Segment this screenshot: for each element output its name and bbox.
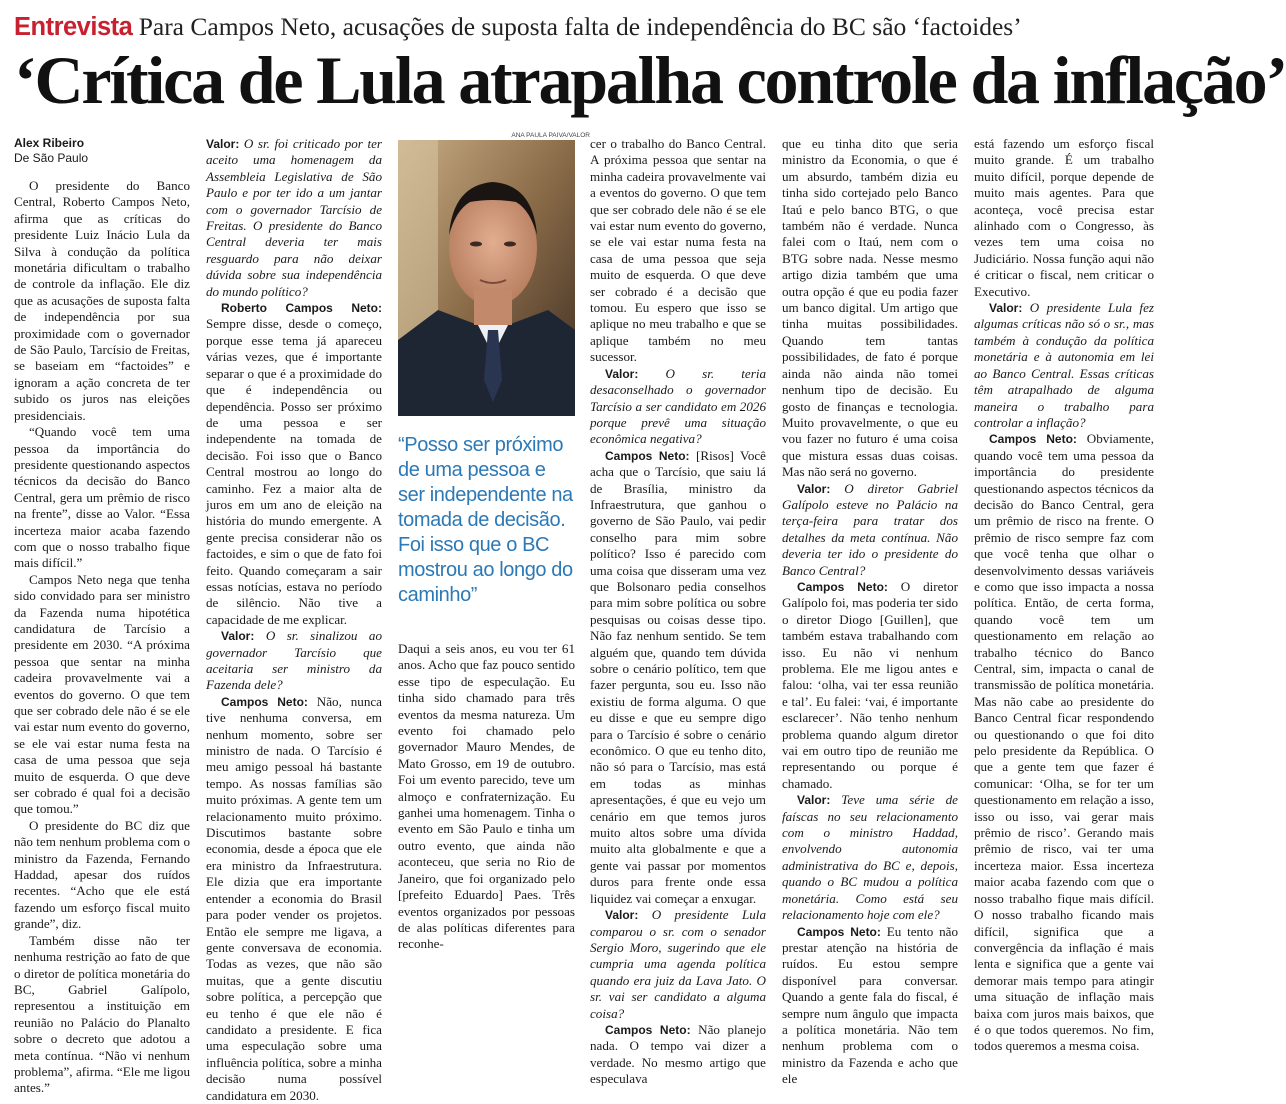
article-column-2 [206, 136, 382, 1103]
article-column-1 [14, 136, 190, 1096]
speaker-label: Campos Neto: [989, 432, 1077, 447]
paragraph: Campos Neto nega que tenha sido convidado para ser ministro da Fazenda numa hipotética candidatura de Tarcísio a presidente em 2030. “A próxima pessoa que sentar na minha cadeira provavelmente vai a eventos do governo. O que tem que ser cobrado dele não é se ele vai estar num evento do governo, se ele vai estar numa festa na casa de uma pessoa que seja muito de esquerda. O que deve ser cobrado é qual foi a decisão que tomou.” [14, 571, 190, 817]
answer [590, 448, 766, 907]
speaker-label: Valor: [221, 629, 255, 644]
question [206, 136, 382, 300]
speaker-label: Campos Neto: [797, 579, 888, 594]
speaker-label: Campos Neto: [797, 924, 881, 939]
paragraph: “Quando você tem uma pessoa da importância do presidente questionando aspectos técnicos da decisão do Banco Central, gera um prêmio de risco na frente”, disse ao Valor. “Essa incerteza maior acaba fazendo com que o nosso trabalho fique mais difícil.” [14, 424, 190, 571]
kicker-text: Para Campos Neto, acusações de suposta falta de independência do BC são ‘factoides’ [138, 12, 1022, 41]
byline-location: De São Paulo [14, 151, 89, 165]
question [782, 792, 958, 923]
answer-text: [Risos] Você acha que o Tarcísio, que saiu lá de Brasília, ministro da Infraestrutura, que ganhou o governo de São Paulo, vai pedir conselho para mim sobre político? Isso é parecido com uma coisa que disseram uma vez que Bolsonaro pedia conselhos para mim sobre política ou sobre pesquisas ou coisas desse tipo. Não faz nenhum sentido. Se tem alguém que, quando tem dúvida sobre o cenário político, tem que fazer pergunta, sou eu. Isso não existiu de forma alguma. O que eu disse e que eu sempre digo para o Tarcísio é sobre o cenário econômico. O que eu tenho dito, não só para o Tarcísio, mas está em todas as minhas apresentações, é que eu vejo um cenário em que temos juros muito altos sobre uma dívida muito alta globalmente e que a gente vai passar por momentos duros para frente onde essa liquidez vai começar a enxugar. [590, 447, 766, 906]
article-column-3 [398, 641, 575, 952]
answer-text: Não, nunca tive nenhuma conversa, em nenhum momento, sobre ser ministro de nada. O Tarcísio é meu amigo pessoal há bastante tempo. As nossas famílias são muito próximas. A gente tem um relacionamento muito próximo. Discutimos bastante sobre economia, desde a época que ele era ministro da Infraestrutura. Ele dizia que era importante entender a economia do Brasil para poder vender os projetos. Então ele sempre me ligava, a gente conversava de economia. Todas as vezes, que não são muitas, que a gente discutiu sobre política, a percepção que eu tenho é que ele não é candidato a presidente. E fica uma especulação sobre uma influência política, sobre a minha decisão numa possível candidatura em 2030. [206, 693, 382, 1103]
paragraph: cer o trabalho do Banco Central. A próxima pessoa que sentar na minha cadeira provavelmente vai a eventos do governo. O que tem que ser cobrado dele não é se ele vai estar num evento do governo, se ele vai estar numa festa na casa de uma pessoa que seja muito de esquerda. O que deve ser cobrado é a decisão que tomou. Eu espero que isso se aplique no meu trabalho e que se aplique também no meu sucessor. [590, 136, 766, 365]
paragraph: Também disse não ter nenhuma restrição ao fato de que o diretor de política monetária do BC, Gabriel Galípolo, representou a instituição em reunião no Palácio do Planalto sobre o decreto que adotou a meta contínua. “Não vi nenhum problema”, afirma. “Ele me ligou antes.” [14, 932, 190, 1096]
question-text: O presidente Lula comparou o sr. com o senador Sergio Moro, sugerindo que ele cumpria uma agenda política quando era juiz da Lava Jato. O sr. vai ser candidato a alguma coisa? [590, 907, 766, 1021]
question [206, 628, 382, 694]
answer-text: Obviamente, quando você tem uma pessoa da importância do presidente questionando aspectos técnicos da decisão do Banco Central, gera um prêmio de risco na frente. O prêmio de risco sempre faz com que você tenha que olhar o desenvolvimento dessas variáveis e como que isso impacta a nossa política. Então, de certa forma, quando você tem um questionamento em relação ao trabalho técnico do Banco Central, sim, impacta o canal de transmissão de política monetária. Mas não cabe ao presidente do Banco Central ficar respondendo ou questionando o que foi dito pelo presidente da República. O que a gente tem que fazer é comunicar: ‘Olha, se for ter um questionamento em relação a isso, isso ou isso, vai gerar mais prêmio de risco’. Gerando mais prêmio de risco, vai ter uma incerteza maior. Essa incerteza maior acaba fazendo com que o nosso trabalho fique mais difícil. O nosso trabalho ficando mais difícil, significa que a convergência da inflação é mais lenta e significa que a gente vai demorar mais tempo para atingir uma situação de inflação mais baixa com juros mais baixos, que é o que todos queremos. No fim, todos queremos a mesma coisa. [974, 431, 1154, 1054]
article-column-6 [974, 136, 1154, 1054]
section-tag: Entrevista [14, 13, 133, 41]
answer-text: Sempre disse, desde o começo, porque esse tema já apareceu várias vezes, que é importante separar o que é a proximidade do que é independência ou dependência. Posso ser próximo de uma pessoa e ser independente na tomada de decisão. Foi isso que o Banco Central mostrou ao longo do caminho. Fez a maior alta de juros em um ano de eleição na história do mundo emergente. A gente precisa considerar não os factoides, e sim o que de fato foi feito. Quando começaram a sair essas notícias, estava no período de silêncio. Não tive a capacidade de me explicar. [206, 316, 382, 627]
question-text: O sr. foi criticado por ter aceito uma homenagem da Assembleia Legislativa de São Paulo e por ter ido a um jantar com o governador Tarcísio de Freitas. O presidente do Banco Central deveria ter mais resguardo para não deixar dúvida sobre sua independência do mundo político? [206, 136, 382, 299]
question [590, 907, 766, 1022]
portrait-photo [398, 140, 575, 416]
question-text: O diretor Gabriel Galípolo esteve no Palácio na terça-feira para tratar dos detalhes da meta contínua. Não deveria ter ido o presidente do Banco Central? [782, 480, 958, 578]
speaker-label: Valor: [605, 366, 639, 381]
answer [206, 300, 382, 628]
answer [782, 579, 958, 792]
pull-quote: “Posso ser próximo de uma pessoa e ser independente na tomada de decisão. Foi isso que o BC mostrou ao longo do caminho” [398, 434, 573, 606]
answer-text: Eu tento não prestar atenção na história de ruídos. Eu estou sempre disponível para conversar. Quando a gente fala do fiscal, é sempre num ângulo que impacta a política monetária. Não tem nenhum problema com o ministro da Fazenda e acho que ele [782, 923, 958, 1087]
paragraph: O presidente do Banco Central, Roberto Campos Neto, afirma que as críticas do presidente Luiz Inácio Lula da Silva à condução da política monetária dificultam o trabalho de controle da inflação. Ele diz que as acusações de suposta falta de independência por sua proximidade com o governador de São Paulo, Tarcísio de Freitas, se baseiam em “factoides” e ignoram a ação concreta de ter subido os juros nas eleições presidenciais. [14, 178, 190, 423]
byline-author: Alex Ribeiro [14, 136, 85, 150]
paragraph: Daqui a seis anos, eu vou ter 61 anos. Acho que faz pouco sentido esse tipo de especulação. Eu tinha sido chamado para três eventos da mesma natureza. Um evento foi chamado pelo governador Mauro Mendes, de Mato Grosso, em 19 de outubro. Foi um evento parecido, teve um almoço e confraternização. Eu ganhei uma homenagem. Tinha o evento em São Paulo e tinha um outro evento, que ainda não aconteceu, que seria no Rio de Janeiro, que foi organizado pelo [prefeito Eduardo] Paes. Três eventos organizados por pessoas de alas políticas diferentes para reconhe- [398, 641, 575, 952]
question [590, 366, 766, 448]
answer [974, 431, 1154, 1054]
byline [14, 136, 190, 166]
photo-credit: ANA PAULA PAIVA/VALOR [511, 132, 590, 139]
speaker-label: Campos Neto: [605, 448, 690, 463]
paragraph: que eu tinha dito que seria ministro da Economia, o que é um absurdo, também dizia eu tinha sido cortejado pelo Banco Itaú e pelo banco BTG, o que também não é verdade. Nunca falei com o Itaú, nem com o BTG sobre nada. Nesse mesmo artigo dizia também que uma outra opção é que eu podia fazer um banco digital. Um artigo que tinha muitas possibilidades. Quando tem tantas possibilidades, de fato é porque ainda não ainda não tomei nenhum tipo de decisão. Eu gosto de finanças e tecnologia. Muito provavelmente, o que eu vou fazer no futuro é uma coisa que mistura essas duas coisas. Mas não será no governo. [782, 136, 958, 480]
paragraph: está fazendo um esforço fiscal muito grande. É um trabalho muito difícil, porque depende de muito mais agentes. Para que aconteça, você precisa estar alinhado com o Congresso, às vezes tem uma coisa no Judiciário. Nossa função aqui não é criticar o fiscal, nem criticar o Executivo. [974, 136, 1154, 299]
question-text: O presidente Lula fez algumas críticas não só o sr., mas também à condução da política monetária e à autonomia em lei ao Banco Central. Essas críticas têm atrapalhado de alguma maneira o trabalho para controlar a inflação? [974, 300, 1154, 430]
speaker-label: Campos Neto: [221, 694, 308, 709]
question [974, 300, 1154, 431]
answer [206, 694, 382, 1104]
answer-text: O diretor Galípolo foi, mas poderia ter sido o diretor Diogo [Guillen], que também estava trabalhando com isso. Eu não vi nenhum problema. Ele me ligou antes e falou: ‘olha, vai ter essa reunião e tal’. Eu falei: ‘vai, é importante esclarecer’. Não tenho nenhum problema quando algum diretor vai em outro tipo de reunião me representando ou porque é chamado. [782, 578, 958, 791]
speaker-label: Valor: [206, 137, 240, 151]
article-column-4 [590, 136, 767, 1087]
headline: ‘Crítica de Lula atrapalha controle da inflação’ [14, 42, 1286, 118]
question-text: O sr. teria desaconselhado o governador Tarcísio a ser candidato em 2026 porque prevê uma situação econômica negativa? [590, 365, 767, 447]
article-column-5 [782, 136, 958, 1087]
answer-text: Não planejo nada. O tempo vai dizer a verdade. No mesmo artigo que especulava [590, 1021, 766, 1087]
question [782, 481, 958, 579]
speaker-label: Valor: [797, 793, 831, 808]
speaker-label: Valor: [797, 481, 831, 496]
speaker-label: Campos Neto: [605, 1022, 691, 1037]
answer [590, 1022, 766, 1088]
speaker-label: Roberto Campos Neto: [221, 301, 382, 316]
answer [782, 924, 958, 1088]
question-text: Teve uma série de faíscas no seu relacionamento com o ministro Haddad, envolvendo autonomia administrativa do BC e, depois, quando o BC mudou a política monetária. Como está seu relacionamento hoje com ele? [782, 792, 958, 923]
speaker-label: Valor: [605, 908, 639, 923]
paragraph: O presidente do BC diz que não tem nenhum problema com o ministro da Fazenda, Fernando Haddad, apesar dos ruídos recentes. “Acho que ele está fazendo um esforço fiscal muito grande”, diz. [14, 817, 190, 932]
question-text: O sr. sinalizou ao governador Tarcísio que aceitaria ser ministro da Fazenda dele? [206, 628, 382, 693]
speaker-label: Valor: [989, 301, 1023, 316]
